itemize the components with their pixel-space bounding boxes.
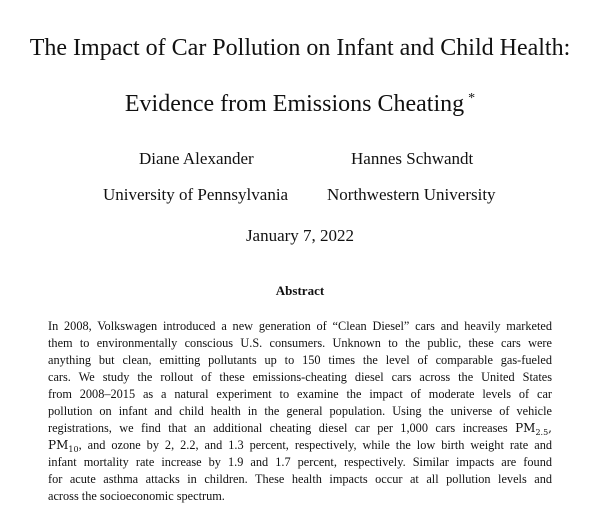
paper-title-line-2 [0,84,600,119]
abstract-line-text: registrations, we find that an additional cheating diesel car per 1,000 cars increases [48,421,508,435]
pm10-subscript: 10 [68,445,79,454]
abstract-line: them to environmentally conscious U.S. consumers. Unknown to the public, these cars were [48,336,552,350]
abstract-line: for acute asthma attacks in children. These health impacts occur at all pollution levels and [48,472,552,486]
pm10-symbol [48,438,79,452]
pm25-symbol: $PM_{2.5}$, [515,421,552,437]
abstract-line-text: , and ozone by 2, 2.2, and 1.3 percent, respectively, while the low birth weight rate and [78,438,552,452]
paper-date: January 7, 2022 [245,226,355,245]
abstract-line: pollution on infant and child health in the general population. Using the universe of vehicle [48,404,552,418]
author-name-2: Hannes Schwandt [351,149,474,168]
author-affiliation-1: University of Pennsylvania [103,185,289,204]
paper-title-line-2-text: Evidence from Emissions Cheating [124,91,465,117]
pm25-subscript: 2.5 [535,428,549,437]
pm10-label: PM [48,438,69,452]
author-affiliation-2: Northwestern University [327,185,496,204]
abstract-line: anything but clean, emitting pollutants up to 150 times the level of comparable gas-fueled [48,353,552,367]
abstract-heading: Abstract [275,283,325,298]
abstract-line: In 2008, Volkswagen introduced a new generation of “Clean Diesel” cars and heavily marketed [48,319,552,333]
abstract-line: from 2008–2015 as a natural experiment to examine the impact of moderate levels of car [48,387,552,401]
paper-title-line-1: The Impact of Car Pollution on Infant and Child Health: [29,35,571,61]
pm25-label: PM [515,421,536,435]
abstract-line [48,420,552,437]
title-footnote-mark: * [468,91,476,106]
abstract-body [48,318,552,505]
abstract-line [48,437,552,454]
abstract-line: infant mortality rate increase by 1.9 and 1.7 percent, respectively. Similar impacts are found [48,455,552,469]
author-name-1: Diane Alexander [139,149,254,168]
abstract-line: cars. We study the rollout of these emissions-cheating diesel cars across the United States [48,370,552,384]
abstract-line: across the socioeconomic spectrum. [48,489,225,503]
